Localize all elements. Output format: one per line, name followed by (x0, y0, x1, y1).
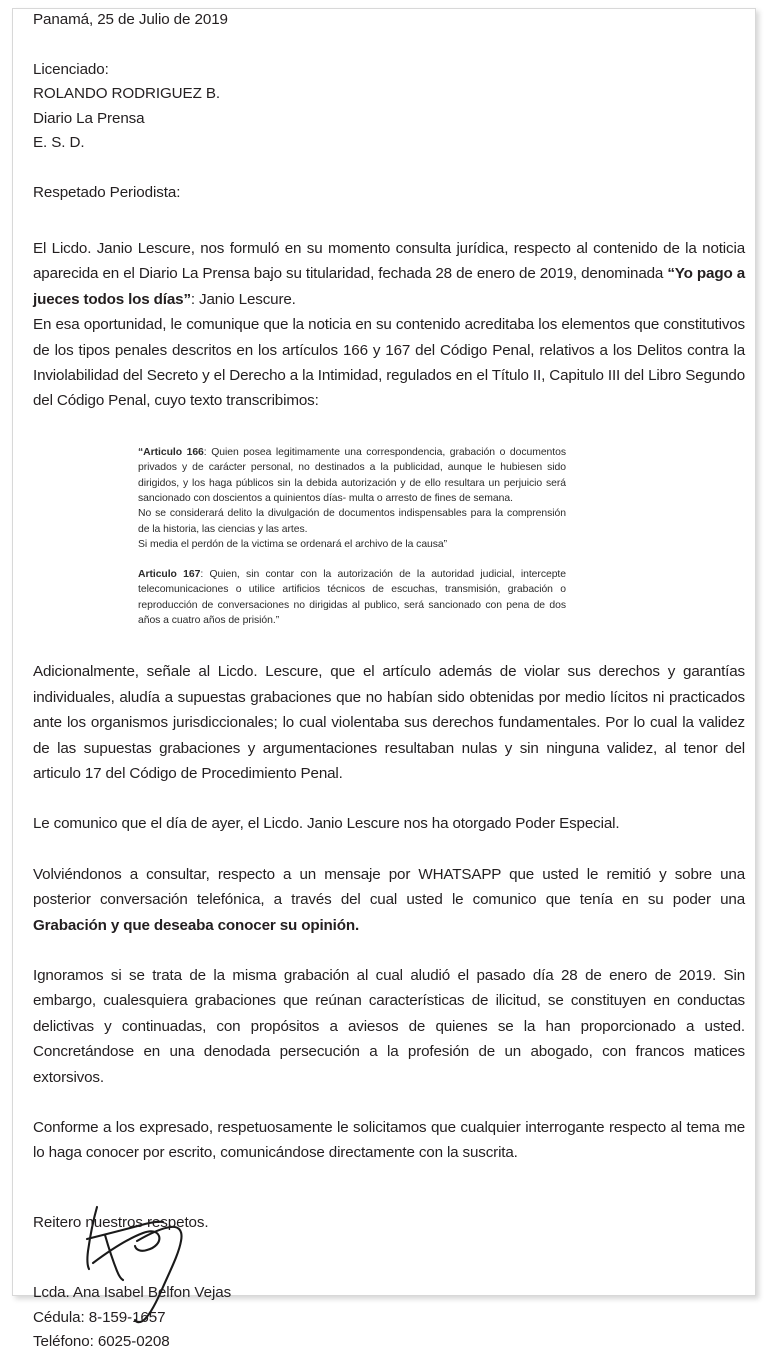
body-paragraph-5: Le comunico que el día de ayer, el Licdo. Janio Lescure nos ha otorgado Poder Especial. (33, 815, 620, 833)
article-166-label: “Articulo 166 (138, 446, 204, 458)
addressee-name: ROLANDO RODRIGUEZ B. (33, 85, 221, 102)
signer-phone: Teléfono: 6025-0208 (33, 1333, 170, 1351)
p1-text-before-headline: El Licdo. Janio Lescure, nos formuló en su momento consulta jurídica, respecto al contenido de la noticia aparecida en el Diario La Prensa bajo su titularidad, fechada 28 de enero de 2019, denominada (33, 240, 745, 283)
quoted-statutes-block (138, 445, 566, 628)
article-167-label: Articulo 167 (138, 568, 201, 580)
body-paragraph-2: En esa oportunidad, le comunique que la noticia en su contenido acreditaba los elementos que constitutivos de los tipos penales descritos en los artículos 166 y 167 del Código Penal, relativos a los Delitos contra la Inviolabilidad del Secreto y el Derecho a la Intimidad, regulados en el Título II, Capitulo III del Libro Segundo del Código Penal, cuyo texto transcribimos: (33, 316, 745, 410)
document-body (33, 8, 745, 1355)
article-166-paragraph-3: Si media el perdón de la victima se ordenará el archivo de la causa” (138, 539, 448, 551)
signature-block (33, 1211, 745, 1355)
p1-text-after-headline: : Janio Lescure. (190, 290, 296, 308)
article-167 (138, 567, 566, 629)
addressee-title: Licenciado: (33, 60, 109, 78)
article-166-paragraph-2: No se considerará delito la divulgación de documentos indispensables para la comprensión de la historia, las ciencias y las artes. (138, 508, 566, 535)
body-paragraph-1 (33, 236, 745, 312)
body-paragraph-7: Ignoramos si se trata de la misma grabación al cual aludió el pasado día 28 de enero de 2019. Sin embargo, cualesquiera grabaciones que reúnan características de ilicitud, se constituyen en conductas delictivas y continuadas, con propósitos a aviesos de quienes se la han proporcionado a usted. Concretándose en una denodada persecución a la profesión de un abogado, con francos matices extorsivos. (33, 966, 745, 1086)
addressee-organization: Diario La Prensa (33, 109, 145, 127)
body-paragraph-6 (33, 862, 745, 938)
signer-name: Lcda. Ana Isabel Belfon Vejas (33, 1284, 232, 1302)
article-166-text: : Quien posea legitimamente una correspondencia, grabación o documentos privados y de carácter personal, no destinados a la publicidad, aunque le hubiesen sido dirigidos, y los haga públicos sin la debida autorización y de ello resultara un perjuicio será sancionado con doscientos a quinientos días- multa o arresto de fines de semana. (138, 446, 566, 505)
body-paragraph-8: Conforme a los expresado, respetuosamente le solicitamos que cualquier interrogante respecto al tema me lo haga conocer por escrito, comunicándose directamente con la suscrita. (33, 1119, 745, 1162)
farewell-line: Reitero nuestros respetos. (33, 1213, 209, 1231)
salutation: Respetado Periodista: (33, 183, 181, 201)
news-headline-quote: “Yo pago a jueces todos los días” (33, 265, 746, 308)
addressee-delivery-note: E. S. D. (33, 134, 85, 151)
article-166 (138, 445, 566, 507)
signer-id: Cédula: 8-159-1657 (33, 1308, 166, 1326)
place-and-date: Panamá, 25 de Julio de 2019 (33, 11, 228, 28)
p6-text: Volviéndonos a consultar, respecto a un mensaje por WHATSAPP que usted le remitió y sobre una posterior conversación telefónica, a través del cual usted le comunico que tenía en su poder una (33, 865, 745, 909)
article-167-text: : Quien, sin contar con la autorización de la autoridad judicial, intercepte telecomunicaciones o utilice artificios técnicos de escuchas, transmisión, grabación o reproducción de conversaciones no dirigidas al publico, será sancionado con pena de dos años a cuatro años de prisión.” (138, 568, 566, 626)
p6-emphasis: Grabación y que deseaba conocer su opinión. (33, 916, 360, 934)
body-paragraph-4: Adicionalmente, señale al Licdo. Lescure, que el artículo además de violar sus derechos y garantías individuales, aludía a supuestas grabaciones que no habían sido obtenidas por medio lícitos ni practicados ante los organismos jurisdiccionales; lo cual violentaba sus derechos fundamentales. Por lo cual la validez de las supuestas grabaciones y argumentaciones resultaban nulas y sin ninguna validez, al tenor del articulo 17 del Código de Procedimiento Penal. (33, 663, 745, 782)
